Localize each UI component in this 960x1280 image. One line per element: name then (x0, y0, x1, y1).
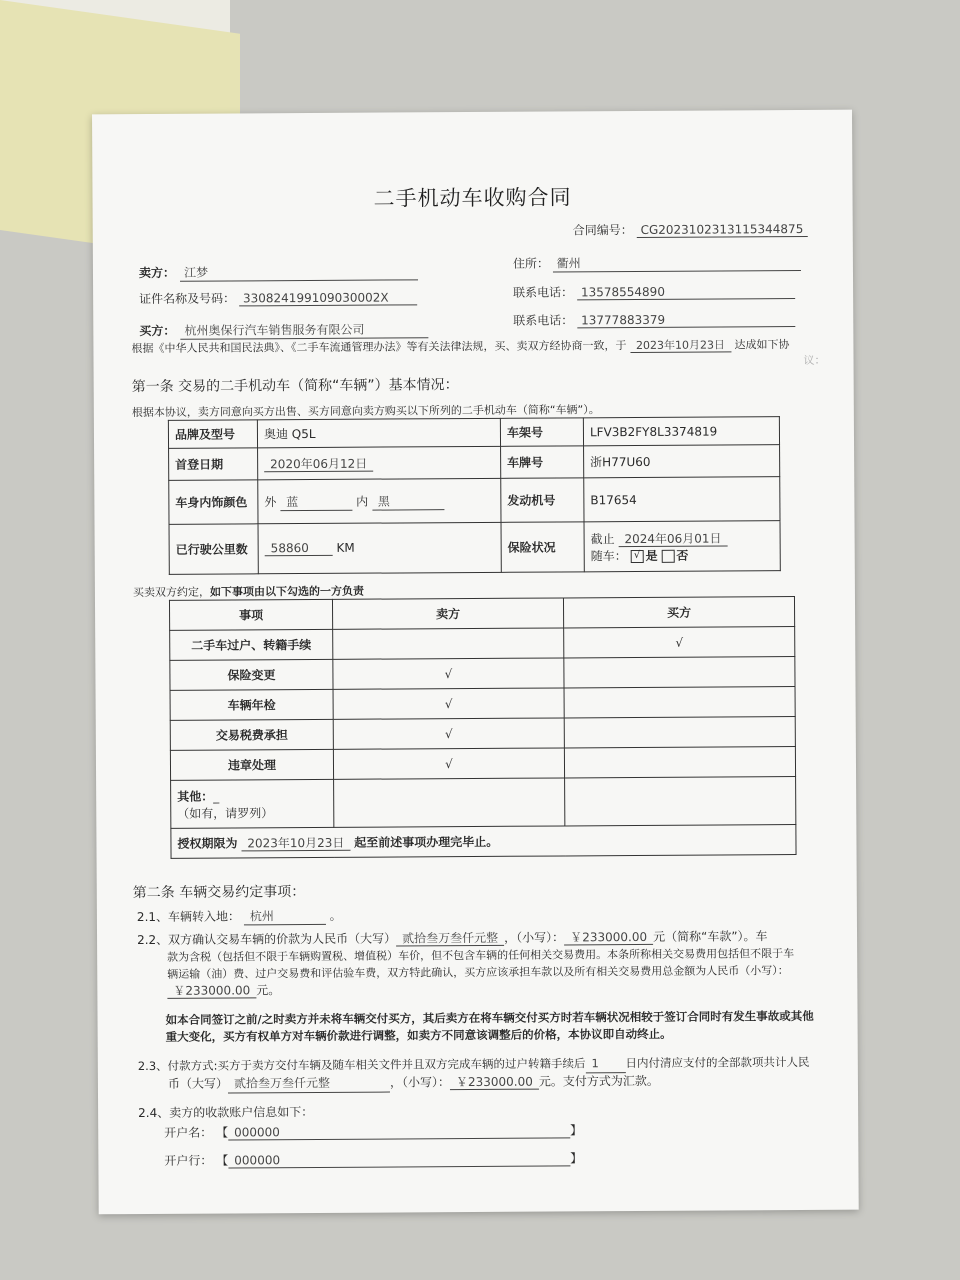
account-name-label: 开户名： (164, 1125, 213, 1140)
row-buyer-violation (564, 747, 795, 778)
clause-2-1-value: 杭州 (244, 907, 326, 926)
responsibility-table (169, 596, 797, 859)
seller-address (513, 253, 801, 273)
clause-2-2-text-c: 元（简称“车款”）。车 (653, 929, 768, 944)
other-value: _ (213, 789, 220, 804)
seller-phone-value: 13578554890 (577, 284, 795, 300)
row-buyer-transfer: √ (564, 627, 795, 658)
row-buyer-inspection (564, 687, 795, 718)
row-buyer-insurance (564, 657, 795, 688)
article-2-title: 第二条 车辆交易约定事项： (132, 884, 306, 902)
clause-2-4: 2.4、卖方的收款账户信息如下： (138, 1104, 314, 1121)
seller-addr-label: 住所： (512, 256, 549, 271)
payment-upper: 贰拾叁万叁仟元整 (228, 1075, 390, 1094)
intro-cont: 议： (803, 353, 826, 367)
exterior-label: 外 (264, 494, 277, 509)
responsibility-intro-text: 买卖双方约定， (132, 585, 210, 600)
reg-date-label: 首登日期 (169, 448, 258, 481)
interior-label: 内 (356, 494, 369, 509)
responsibility-intro-bold: 如下事项由以下勾选的一方负责 (209, 584, 364, 599)
payment-lower: ￥233000.00 (450, 1075, 539, 1091)
checkbox-no (661, 549, 674, 562)
exterior-color: 蓝 (280, 492, 352, 510)
intro-date: 2023年10月23日 (630, 338, 731, 353)
insurance-prefix: 截止 (590, 531, 615, 546)
period-date: 2023年10月23日 (241, 836, 350, 852)
intro-text-end: 达成如下协 (734, 338, 790, 352)
buyer-label: 买方： (139, 323, 176, 339)
authorization-period (171, 825, 796, 859)
row-seller-insurance: √ (333, 658, 564, 689)
seller-phone-row (513, 282, 795, 301)
account-bank-row: 开户行： 【 000000 】 (164, 1151, 583, 1168)
seller-name: 江梦 (180, 262, 418, 281)
row-seller-other (334, 778, 565, 827)
row-item-inspection: 车辆年检 (170, 689, 333, 720)
clause-2-3-text-a: 2.3、付款方式:买方于卖方交付车辆及随车相关文件并且双方完成车辆的过户转籍手续后 (137, 1056, 586, 1074)
vin-label: 车架号 (500, 418, 583, 447)
other-note: （如有，请罗列） (177, 805, 274, 821)
row-seller-violation: √ (333, 748, 564, 779)
reg-date-cell (258, 446, 501, 479)
buyer-phone-row (513, 310, 795, 329)
vin-value: LFV3B2FY8L3374819 (583, 417, 779, 446)
engine-label: 发动机号 (501, 478, 584, 523)
payment-days: 1 (585, 1055, 625, 1073)
clause-2-1-label: 2.1、车辆转入地： (136, 909, 241, 925)
clause-2-1-end: 。 (329, 908, 342, 923)
account-bank-value: 000000 (228, 1151, 570, 1168)
brand-label: 品牌及型号 (168, 420, 257, 449)
account-name-value: 000000 (228, 1123, 570, 1140)
period-label: 授权期限为 (177, 836, 238, 851)
clause-2-2 (137, 928, 817, 1000)
clause-2-2-text-b: ，（小写）： (504, 930, 565, 945)
seller-addr-value: 衢州 (553, 253, 801, 273)
clause-2-2-text-a: 2.2、双方确认交易车辆的价款为人民币（大写） (137, 931, 397, 948)
col-item: 事项 (169, 599, 332, 630)
contract-page (92, 110, 859, 1215)
insurance-date: 2024年06月01日 (618, 531, 727, 547)
seller-row (139, 260, 418, 282)
no-label: 否 (676, 548, 689, 563)
row-buyer-tax (564, 717, 795, 748)
clause-2-2-line3: 辆运输（油）费、过户交易费和评估验车费，双方特此确认，买方应该承担车款以及所有相关交易费用总金额为人民币（小写）： (167, 964, 789, 981)
account-name-row: 开户名： 【 000000 】 (164, 1123, 583, 1140)
col-buyer: 买方 (563, 597, 794, 628)
plate-label: 车牌号 (501, 446, 584, 479)
clause-2-3-text-c: 币（大写） (167, 1076, 228, 1091)
article-1-title: 第一条 交易的二手机动车（简称“车辆”）基本情况： (131, 377, 459, 396)
article-1-intro: 根据本协议，卖方同意向买方出售、买方同意向卖方购买以下所列的二手机动车（简称“车辆”）。 (131, 403, 600, 420)
yes-label: 是 (645, 548, 658, 563)
brand-value: 奥迪 Q5L (257, 418, 500, 447)
contract-no-value: CG2023102313115344875 (637, 222, 808, 238)
insurance-follow-label: 随车： (590, 548, 627, 563)
buyer-phone-value: 13777883379 (577, 312, 795, 328)
mileage-value: 58860 (265, 541, 333, 556)
clause-2-2-line2: 款为含税（包括但不限于车辆购置税、增值税）车价，但不包含车辆的任何相关交易费用。本条所称相关交易费用包括但不限于车 (167, 947, 795, 964)
buyer-name: 杭州奥保行汽车销售服务有限公司 (180, 320, 428, 340)
checkbox-yes: √ (631, 549, 644, 562)
seller-id-value: 330824199109030002X (239, 290, 417, 306)
mileage-label: 已行驶公里数 (169, 524, 258, 575)
price-upper: 贰拾叁万叁仟元整 (396, 931, 504, 947)
row-item-transfer: 二手车过户、转籍手续 (170, 629, 333, 660)
row-item-violation: 违章处理 (170, 749, 333, 780)
clause-2-3-text-b: 日内付清应支付的全部款项共计人民 (625, 1054, 810, 1071)
engine-value: B17654 (584, 477, 780, 522)
insurance-label: 保险状况 (501, 522, 584, 573)
mileage-unit: KM (336, 540, 355, 555)
bold-note: 如本合同签订之前/之时卖方并未将车辆交付买方，其后卖方在将车辆交付买方时若车辆状况相较于签订合同时有发生事故或其他重大变化，买方有权单方对车辆价款进行调整，如卖方不同意该调整后的价格，本协议即自动终止。 (165, 1008, 814, 1044)
col-seller: 卖方 (332, 598, 563, 629)
clause-2-2-end: 元。 (256, 983, 281, 998)
responsibility-intro (133, 583, 364, 600)
mileage-cell (258, 522, 501, 573)
row-seller-tax: √ (333, 718, 564, 749)
plate-value: 浙H77U60 (584, 445, 780, 478)
buyer-row (139, 318, 428, 340)
reg-date-value: 2020年06月12日 (264, 457, 373, 473)
row-buyer-other (565, 777, 796, 826)
clause-2-3-text-d: ，（小写）： (389, 1075, 450, 1090)
row-seller-inspection: √ (333, 688, 564, 719)
insurance-cell (584, 521, 780, 572)
row-seller-transfer (333, 628, 564, 659)
row-item-tax: 交易税费承担 (170, 719, 333, 750)
period-post: 起至前述事项办理完毕止。 (354, 834, 499, 850)
clause-2-3 (138, 1054, 828, 1094)
seller-label: 卖方： (138, 265, 176, 281)
account-bank-label: 开户行： (164, 1153, 213, 1168)
seller-id-row (139, 288, 417, 307)
clause-2-3-text-e: 元。支付方式为汇款。 (538, 1073, 659, 1089)
color-cell (258, 478, 501, 523)
contract-no-label: 合同编号： (572, 223, 633, 238)
total-lower: ￥233000.00 (167, 983, 256, 999)
price-lower: ￥233000.00 (564, 930, 653, 946)
color-label: 车身内饰颜色 (169, 480, 258, 525)
intro-line (131, 336, 789, 356)
seller-id-label: 证件名称及号码： (139, 291, 236, 307)
seller-phone-label: 联系电话： (513, 285, 574, 300)
intro-text: 根据《中华人民共和国民法典》、《二手车流通管理办法》等有关法律法规，买、卖双方经协商一致，于 (131, 339, 627, 356)
other-label: 其他： (177, 789, 214, 804)
row-item-insurance: 保险变更 (170, 659, 333, 690)
interior-color: 黑 (372, 492, 444, 510)
contract-no (573, 220, 808, 238)
buyer-phone-label: 联系电话： (513, 313, 574, 328)
document-title: 二手机动车收购合同 (373, 185, 572, 211)
vehicle-info-table (168, 416, 781, 575)
clause-2-1 (137, 907, 342, 926)
row-item-other (171, 779, 334, 828)
